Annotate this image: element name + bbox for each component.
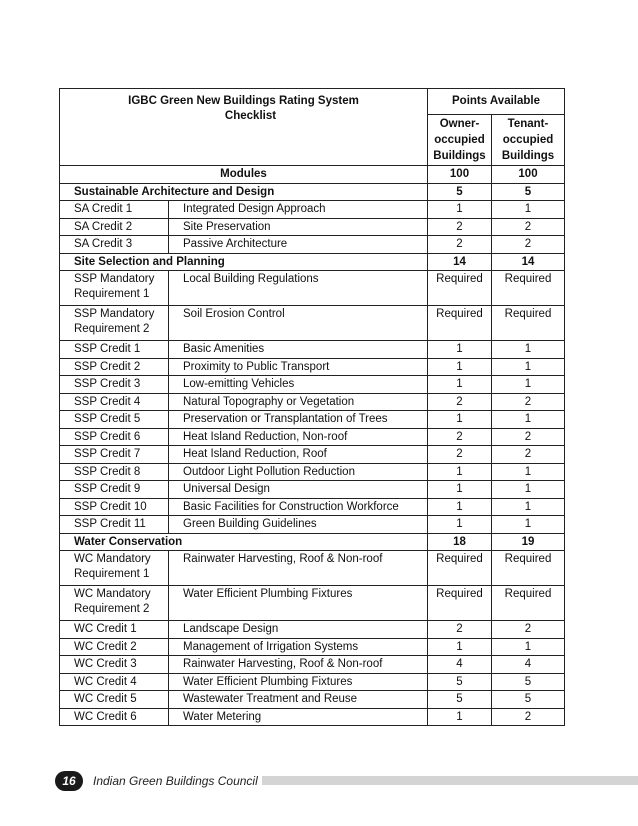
credit-name: Wastewater Treatment and Reuse — [169, 691, 428, 709]
credit-code: WC Credit 3 — [60, 656, 169, 674]
credit-name: Water Metering — [169, 708, 428, 726]
credit-code: WC Credit 5 — [60, 691, 169, 709]
credit-owner-points: 1 — [428, 481, 492, 499]
credit-row — [60, 428, 565, 446]
credit-owner-points: 2 — [428, 236, 492, 254]
footer-organization: Indian Green Buildings Council — [93, 774, 258, 788]
credit-row — [60, 201, 565, 219]
footer-rule — [262, 776, 638, 785]
credit-name: Green Building Guidelines — [169, 516, 428, 534]
credit-tenant-points: 2 — [492, 218, 565, 236]
code-line: SSP Mandatory — [74, 308, 155, 320]
credit-code: SSP Credit 6 — [60, 428, 169, 446]
code-line: Requirement 2 — [74, 323, 150, 335]
section-tenant-points: 14 — [492, 253, 565, 271]
credit-owner-points: 1 — [428, 411, 492, 429]
tenant-occupied-header — [492, 115, 565, 166]
table-title-cell — [60, 89, 428, 166]
credit-code: SSP Credit 8 — [60, 463, 169, 481]
credit-owner-points: Required — [428, 271, 492, 306]
credit-tenant-points: 5 — [492, 673, 565, 691]
credit-tenant-points: Required — [492, 551, 565, 586]
code-line: WC Mandatory — [74, 553, 151, 565]
section-row-wc — [60, 533, 565, 551]
credit-tenant-points: 5 — [492, 691, 565, 709]
credit-row — [60, 516, 565, 534]
code-line: SSP Mandatory — [74, 273, 155, 285]
code-line: Requirement 1 — [74, 288, 150, 300]
credit-code: WC Credit 4 — [60, 673, 169, 691]
credit-name: Integrated Design Approach — [169, 201, 428, 219]
credit-code — [60, 586, 169, 621]
credit-owner-points: 1 — [428, 638, 492, 656]
credit-code: WC Credit 1 — [60, 621, 169, 639]
owner-occupied-header — [428, 115, 492, 166]
credit-row — [60, 218, 565, 236]
credit-owner-points: 1 — [428, 341, 492, 359]
credit-name: Basic Facilities for Construction Workforce — [169, 498, 428, 516]
credit-name: Low-emitting Vehicles — [169, 376, 428, 394]
credit-row — [60, 236, 565, 254]
section-title: Water Conservation — [60, 533, 428, 551]
table-title-line2: Checklist — [224, 110, 277, 122]
credit-name: Management of Irrigation Systems — [169, 638, 428, 656]
modules-row — [60, 166, 565, 184]
credit-row — [60, 551, 565, 586]
section-row-ssp — [60, 253, 565, 271]
section-owner-points: 18 — [428, 533, 492, 551]
credit-name: Site Preservation — [169, 218, 428, 236]
code-line: Requirement 1 — [74, 568, 150, 580]
credit-code: WC Credit 2 — [60, 638, 169, 656]
credit-tenant-points: 2 — [492, 708, 565, 726]
credit-row — [60, 621, 565, 639]
owner-header-line: Owner- — [439, 118, 480, 130]
rating-checklist-table — [59, 88, 565, 726]
credit-tenant-points: 1 — [492, 201, 565, 219]
credit-name: Preservation or Transplantation of Trees — [169, 411, 428, 429]
page-number-badge: 16 — [55, 771, 83, 791]
credit-owner-points: 1 — [428, 516, 492, 534]
owner-header-line: occupied — [434, 134, 485, 146]
credit-name: Heat Island Reduction, Non-roof — [169, 428, 428, 446]
section-tenant-points: 5 — [492, 183, 565, 201]
credit-row — [60, 673, 565, 691]
credit-name: Water Efficient Plumbing Fixtures — [169, 673, 428, 691]
section-row-sa — [60, 183, 565, 201]
credit-name: Natural Topography or Vegetation — [169, 393, 428, 411]
credit-row — [60, 638, 565, 656]
credit-row — [60, 481, 565, 499]
credit-tenant-points: 2 — [492, 621, 565, 639]
credit-owner-points: 1 — [428, 463, 492, 481]
credit-name: Basic Amenities — [169, 341, 428, 359]
credit-row — [60, 446, 565, 464]
credit-owner-points: 1 — [428, 498, 492, 516]
table-header-row — [60, 89, 565, 115]
credit-row — [60, 463, 565, 481]
credit-tenant-points: Required — [492, 271, 565, 306]
credit-code — [60, 306, 169, 341]
credit-name: Soil Erosion Control — [169, 306, 428, 341]
credit-row — [60, 341, 565, 359]
credit-owner-points: 5 — [428, 691, 492, 709]
credit-owner-points: 2 — [428, 446, 492, 464]
credit-code: SA Credit 1 — [60, 201, 169, 219]
credit-code: SSP Credit 9 — [60, 481, 169, 499]
section-owner-points: 5 — [428, 183, 492, 201]
code-line: WC Mandatory — [74, 588, 151, 600]
credit-owner-points: 2 — [428, 428, 492, 446]
credit-row — [60, 306, 565, 341]
section-title: Sustainable Architecture and Design — [60, 183, 428, 201]
credit-owner-points: 2 — [428, 218, 492, 236]
credit-owner-points: Required — [428, 586, 492, 621]
modules-tenant-points: 100 — [492, 166, 565, 184]
tenant-header-line: Buildings — [501, 150, 555, 162]
credit-tenant-points: 1 — [492, 481, 565, 499]
credit-row — [60, 586, 565, 621]
credit-owner-points: 2 — [428, 393, 492, 411]
credit-code: SSP Credit 10 — [60, 498, 169, 516]
credit-owner-points: 1 — [428, 376, 492, 394]
credit-tenant-points: 1 — [492, 411, 565, 429]
credit-name: Landscape Design — [169, 621, 428, 639]
credit-code — [60, 551, 169, 586]
points-available-header: Points Available — [428, 89, 565, 115]
modules-owner-points: 100 — [428, 166, 492, 184]
credit-row — [60, 708, 565, 726]
credit-row — [60, 393, 565, 411]
credit-code: SSP Credit 3 — [60, 376, 169, 394]
credit-tenant-points: 1 — [492, 341, 565, 359]
credit-tenant-points: 1 — [492, 376, 565, 394]
credit-tenant-points: 1 — [492, 498, 565, 516]
credit-owner-points: Required — [428, 306, 492, 341]
credit-name: Rainwater Harvesting, Roof & Non-roof — [169, 551, 428, 586]
code-line: Requirement 2 — [74, 603, 150, 615]
credit-tenant-points: Required — [492, 306, 565, 341]
credit-name: Universal Design — [169, 481, 428, 499]
credit-row — [60, 271, 565, 306]
credit-tenant-points: 4 — [492, 656, 565, 674]
credit-row — [60, 498, 565, 516]
credit-code: SSP Credit 1 — [60, 341, 169, 359]
credit-row — [60, 376, 565, 394]
credit-tenant-points: 1 — [492, 358, 565, 376]
credit-owner-points: 1 — [428, 708, 492, 726]
credit-code: SA Credit 3 — [60, 236, 169, 254]
credit-code: SSP Credit 4 — [60, 393, 169, 411]
credit-tenant-points: Required — [492, 586, 565, 621]
credit-owner-points: Required — [428, 551, 492, 586]
credit-owner-points: 1 — [428, 201, 492, 219]
credit-row — [60, 411, 565, 429]
credit-name: Passive Architecture — [169, 236, 428, 254]
table-title-line1: IGBC Green New Buildings Rating System — [128, 95, 359, 107]
credit-name: Outdoor Light Pollution Reduction — [169, 463, 428, 481]
credit-name: Proximity to Public Transport — [169, 358, 428, 376]
credit-code: SA Credit 2 — [60, 218, 169, 236]
credit-tenant-points: 2 — [492, 428, 565, 446]
owner-header-line: Buildings — [433, 150, 486, 162]
credit-tenant-points: 1 — [492, 516, 565, 534]
credit-name: Local Building Regulations — [169, 271, 428, 306]
credit-owner-points: 5 — [428, 673, 492, 691]
section-tenant-points: 19 — [492, 533, 565, 551]
credit-tenant-points: 1 — [492, 638, 565, 656]
credit-code: SSP Credit 2 — [60, 358, 169, 376]
credit-code — [60, 271, 169, 306]
credit-owner-points: 2 — [428, 621, 492, 639]
section-owner-points: 14 — [428, 253, 492, 271]
credit-code: SSP Credit 5 — [60, 411, 169, 429]
credit-row — [60, 358, 565, 376]
credit-owner-points: 1 — [428, 358, 492, 376]
credit-row — [60, 691, 565, 709]
credit-tenant-points: 2 — [492, 446, 565, 464]
modules-label: Modules — [60, 166, 428, 184]
tenant-header-line: occupied — [502, 134, 554, 146]
credit-row — [60, 656, 565, 674]
credit-code: SSP Credit 11 — [60, 516, 169, 534]
credit-code: SSP Credit 7 — [60, 446, 169, 464]
section-title: Site Selection and Planning — [60, 253, 428, 271]
tenant-header-line: Tenant- — [507, 118, 549, 130]
credit-tenant-points: 2 — [492, 236, 565, 254]
credit-owner-points: 4 — [428, 656, 492, 674]
credit-tenant-points: 1 — [492, 463, 565, 481]
credit-code: WC Credit 6 — [60, 708, 169, 726]
credit-name: Heat Island Reduction, Roof — [169, 446, 428, 464]
credit-name: Rainwater Harvesting, Roof & Non-roof — [169, 656, 428, 674]
credit-name: Water Efficient Plumbing Fixtures — [169, 586, 428, 621]
credit-tenant-points: 2 — [492, 393, 565, 411]
